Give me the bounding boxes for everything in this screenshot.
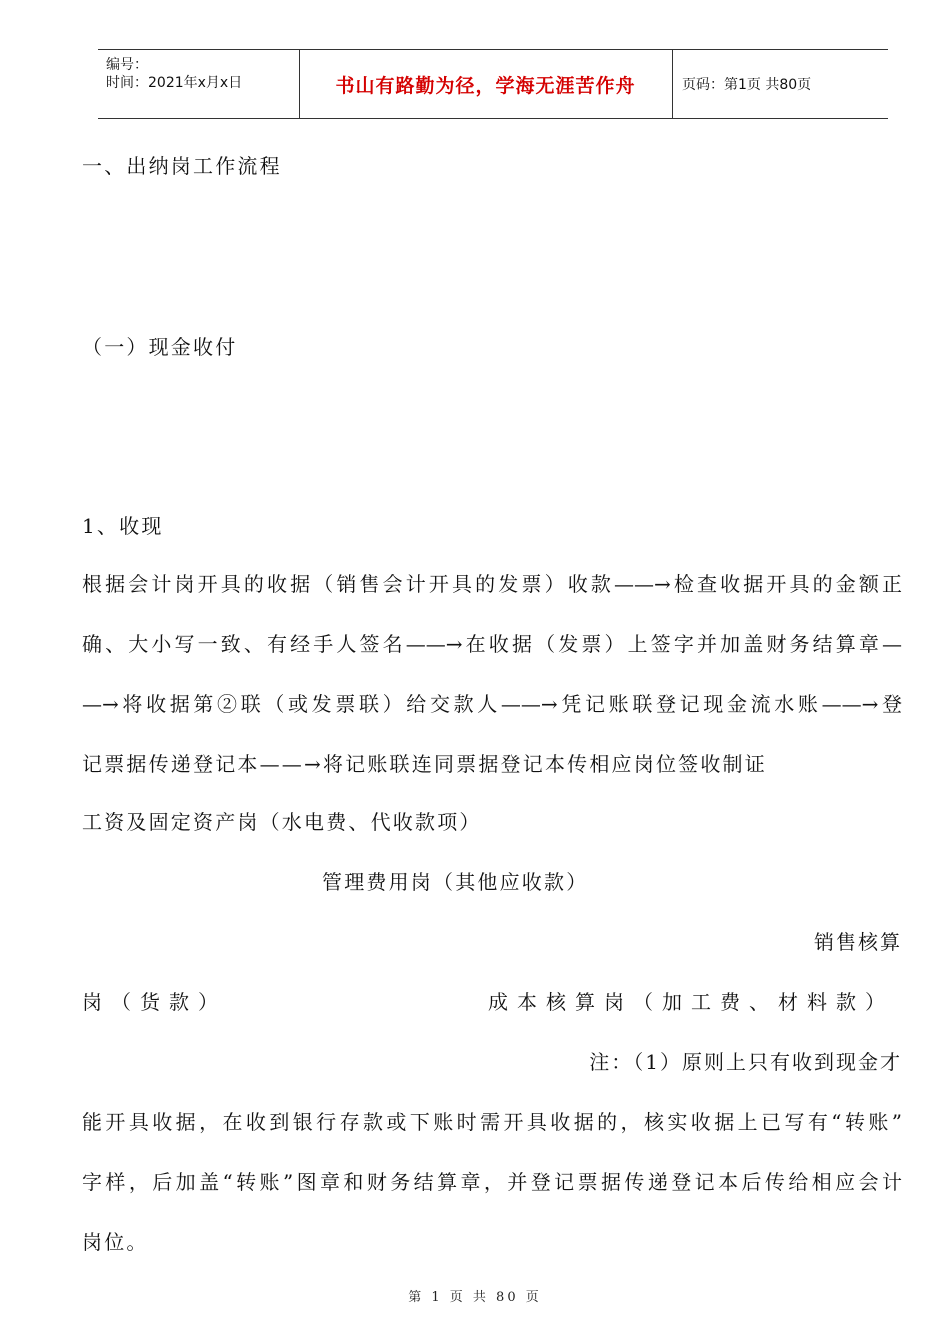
time-label: 时间：2021年x月x日	[106, 75, 243, 91]
note-last-line: 岗位。	[82, 1230, 149, 1254]
paragraph-line: 确、大小写一致、有经手人签名——→在收据（发票）上签字并加盖财务结算章—	[82, 632, 902, 656]
post-wages: 工资及固定资产岗（水电费、代收款项）	[82, 810, 482, 834]
serial-label: 编号：	[106, 57, 148, 73]
post-management: 管理费用岗（其他应收款）	[322, 870, 589, 894]
note-line: 字样，后加盖“转账”图章和财务结算章，并登记票据传递登记本后传给相应会计	[82, 1170, 902, 1194]
paragraph-line: 根据会计岗开具的收据（销售会计开具的发票）收款——→检查收据开具的金额正	[82, 572, 902, 596]
note-line: 能开具收据，在收到银行存款或下账时需开具收据的，核实收据上已写有“转账”	[82, 1110, 902, 1134]
section-title: 一、出纳岗工作流程	[82, 154, 282, 178]
header-page-label: 页码：第1页 共80页	[682, 77, 812, 93]
item-title: 1、收现	[82, 514, 164, 538]
header-motto: 书山有路勤为径，学海无涯苦作舟	[335, 74, 636, 97]
paragraph-line: 记票据传递登记本——→将记账联连同票据登记本传相应岗位签收制证	[82, 752, 767, 776]
header-meta	[106, 56, 242, 92]
page-footer: 第 1 页 共 80 页	[408, 1290, 542, 1305]
note-first-line: 注：（1）原则上只有收到现金才	[589, 1050, 902, 1074]
post-sales-part1: 销售核算	[814, 930, 902, 954]
post-sales-part2: 岗（货款）	[82, 990, 227, 1014]
paragraph-line: —→将收据第②联（或发票联）给交款人——→凭记账联登记现金流水账——→登	[82, 692, 902, 716]
subsection-title: （一）现金收付	[82, 335, 238, 359]
header-divider-right	[672, 50, 673, 118]
post-cost: 成本核算岗（加工费、材料款）	[488, 990, 894, 1014]
page-header	[98, 49, 888, 119]
